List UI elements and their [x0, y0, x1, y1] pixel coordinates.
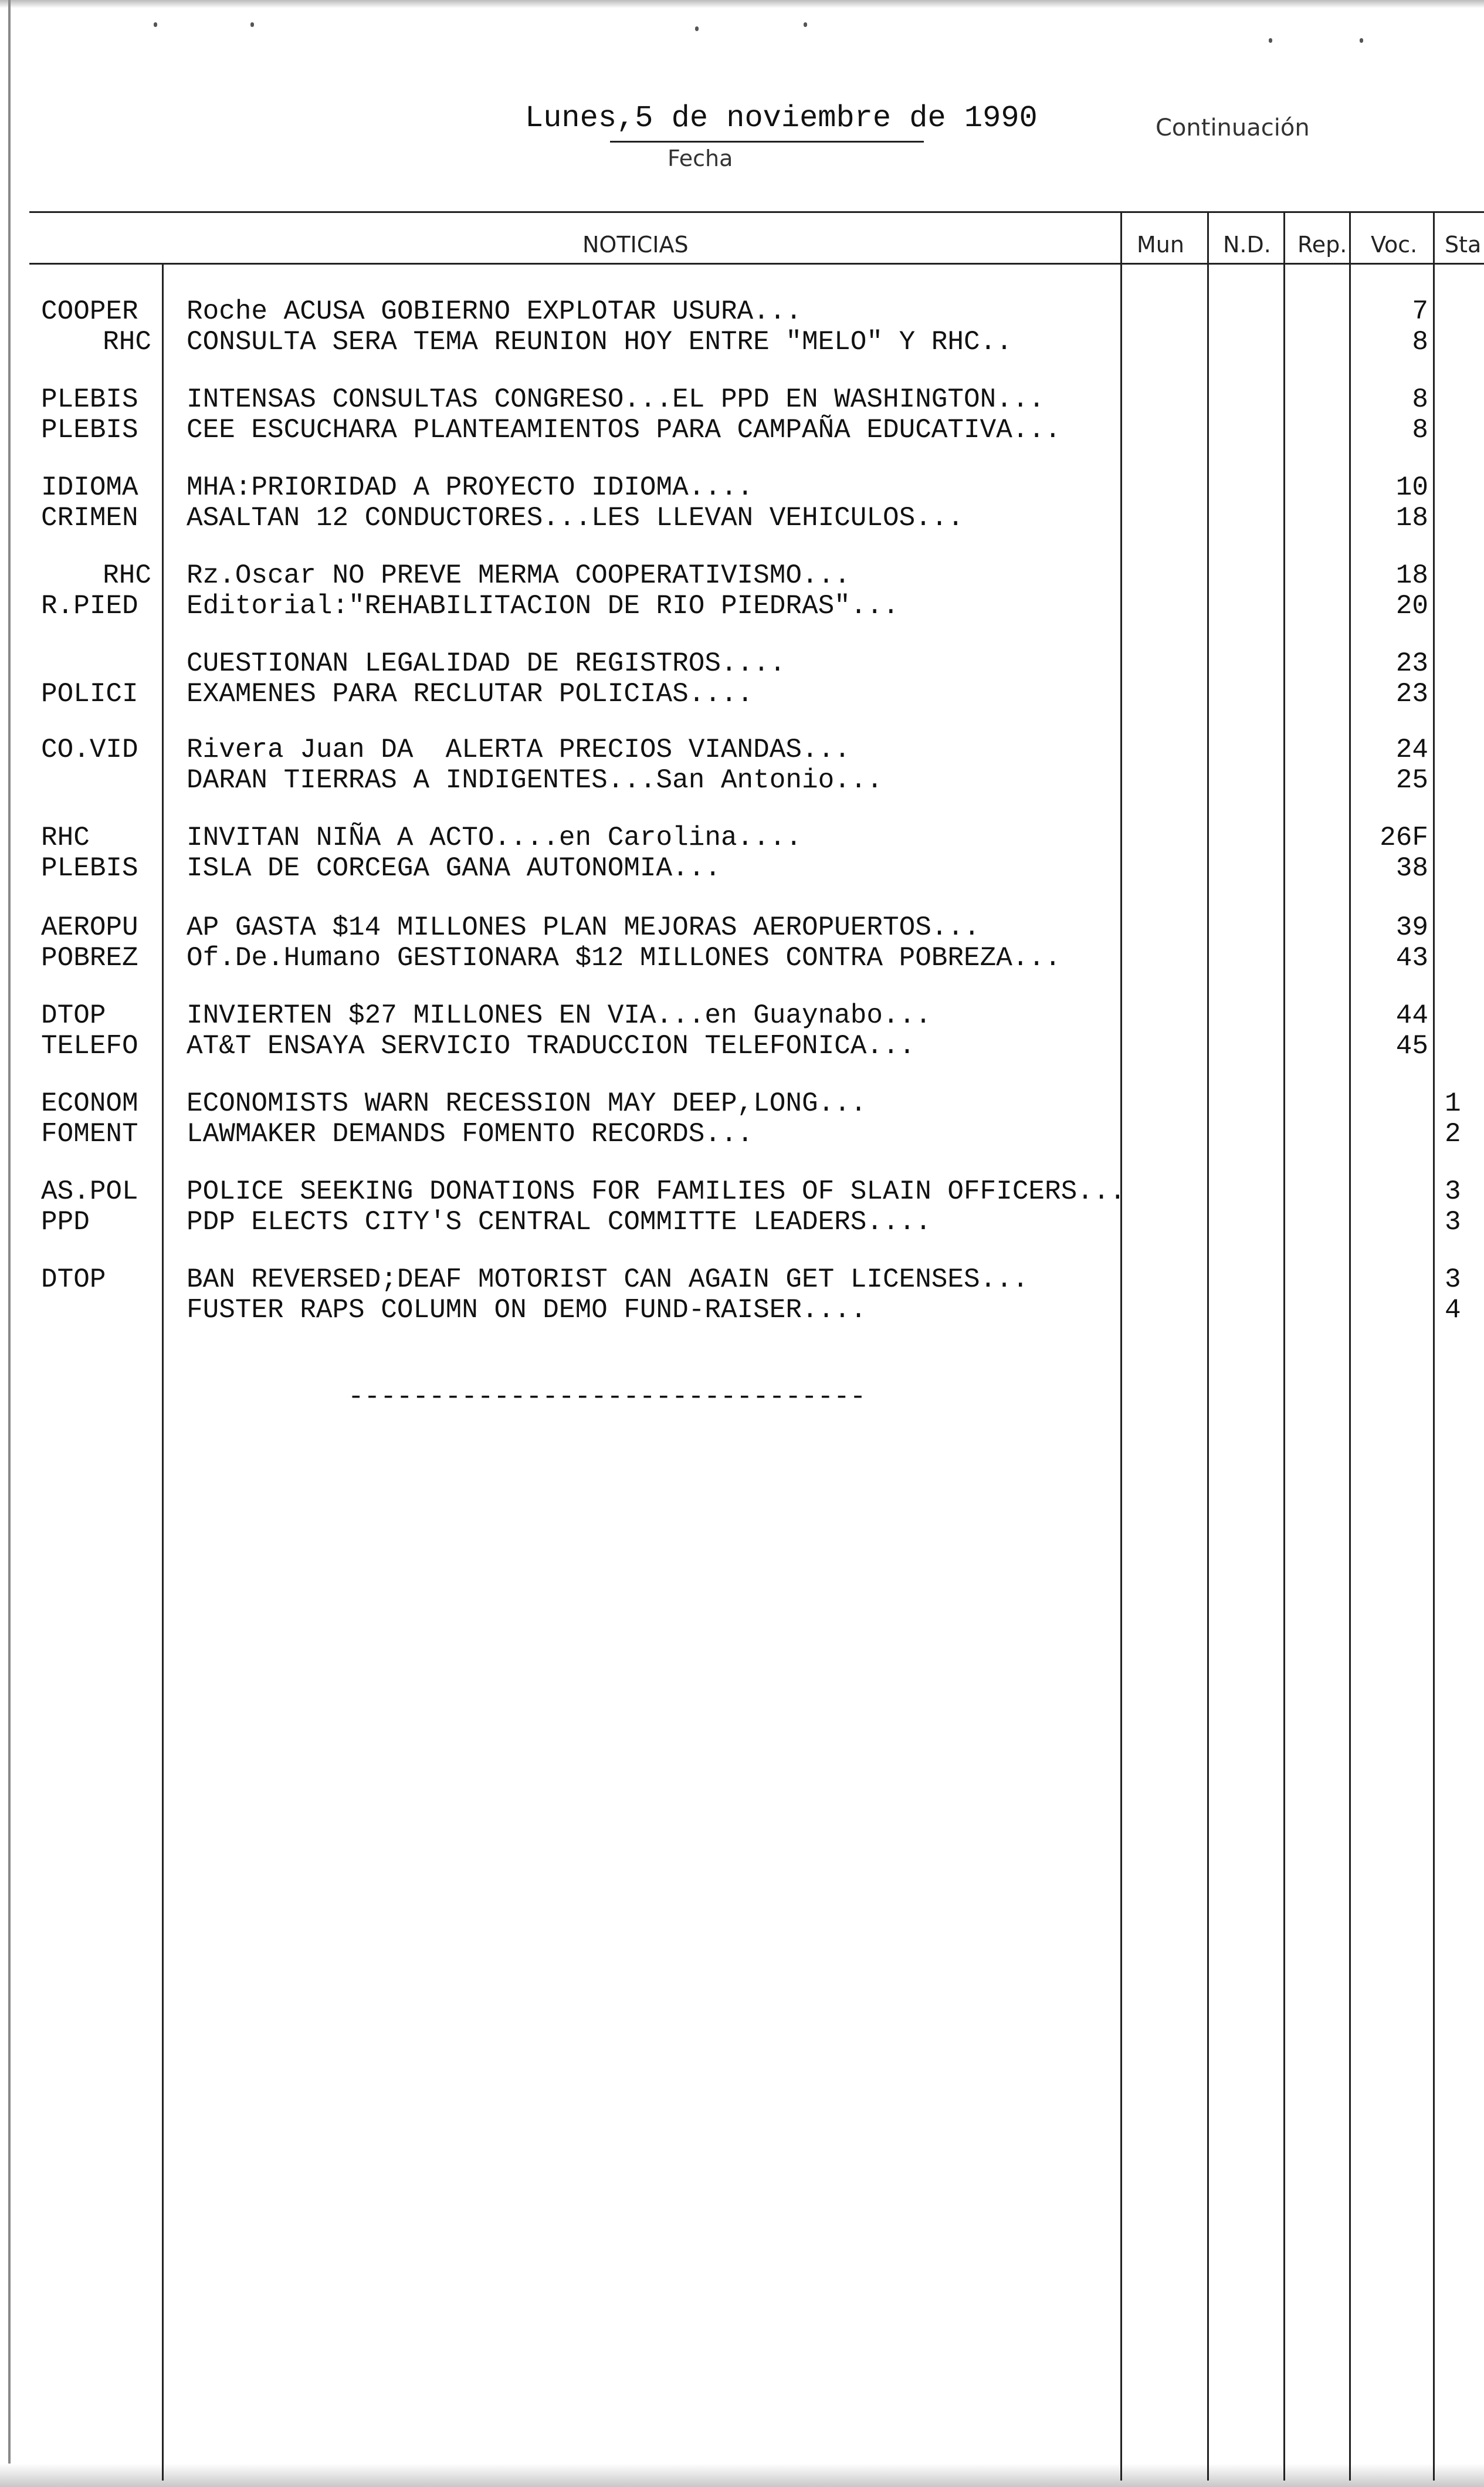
continuation-label: Continuación — [1156, 114, 1310, 141]
scan-speck — [1360, 38, 1363, 43]
row-voc-page: 8 — [1412, 415, 1428, 445]
row-voc-page: 25 — [1395, 765, 1428, 796]
row-headline: AP GASTA $14 MILLONES PLAN MEJORAS AEROPUERTOS... — [187, 912, 980, 943]
news-row — [0, 384, 1484, 415]
scan-left-edge — [8, 0, 11, 2487]
voc-column-divider — [1433, 211, 1435, 2481]
row-category-tag: ECONOM — [41, 1088, 138, 1119]
row-headline: CUESTIONAN LEGALIDAD DE REGISTROS.... — [187, 648, 786, 679]
row-category-tag: RHC — [41, 823, 90, 853]
scan-speck — [250, 22, 254, 27]
row-voc-page: 20 — [1395, 591, 1428, 621]
row-headline: POLICE SEEKING DONATIONS FOR FAMILIES OF SLAIN OFFICERS... — [187, 1176, 1126, 1207]
column-header-voc: Voc. — [1371, 232, 1418, 258]
row-sta-page: 3 — [1445, 1207, 1461, 1237]
row-category-tag: POLICI — [41, 679, 138, 709]
column-header-mun: Mun — [1137, 232, 1184, 258]
row-voc-page: 8 — [1412, 384, 1428, 415]
row-category-tag: DTOP — [41, 1000, 106, 1031]
news-row — [0, 735, 1484, 765]
row-headline: ASALTAN 12 CONDUCTORES...LES LLEVAN VEHICULOS... — [187, 503, 964, 533]
row-category-tag: CO.VID — [41, 735, 138, 765]
row-voc-page: 39 — [1395, 912, 1428, 943]
row-voc-page: 8 — [1412, 327, 1428, 357]
row-voc-page: 10 — [1395, 472, 1428, 503]
row-headline: Rz.Oscar NO PREVE MERMA COOPERATIVISMO... — [187, 560, 851, 591]
row-voc-page: 43 — [1395, 943, 1428, 973]
news-row — [0, 560, 1484, 591]
row-headline: Roche ACUSA GOBIERNO EXPLOTAR USURA... — [187, 296, 802, 327]
news-row — [0, 648, 1484, 679]
row-sta-page: 4 — [1445, 1295, 1461, 1325]
row-headline: DARAN TIERRAS A INDIGENTES...San Antonio... — [187, 765, 883, 796]
row-category-tag: PPD — [41, 1207, 90, 1237]
scan-bottom-edge — [0, 2464, 1484, 2487]
row-sta-page: 1 — [1445, 1088, 1461, 1119]
row-headline: ISLA DE CORCEGA GANA AUTONOMIA... — [187, 853, 721, 884]
row-headline: CONSULTA SERA TEMA REUNION HOY ENTRE "MELO" Y RHC.. — [187, 327, 1012, 357]
row-sta-page: 2 — [1445, 1119, 1461, 1149]
scan-speck — [1269, 38, 1272, 43]
scan-speck — [695, 26, 699, 31]
row-headline: BAN REVERSED;DEAF MOTORIST CAN AGAIN GET LICENSES... — [187, 1264, 1029, 1295]
news-row — [0, 853, 1484, 884]
column-header-rep: Rep. — [1297, 232, 1347, 258]
news-row — [0, 1119, 1484, 1149]
date-caption: Fecha — [668, 146, 733, 171]
row-category-tag: RHC — [103, 327, 151, 357]
row-category-tag: POBREZ — [41, 943, 138, 973]
scan-speck — [804, 22, 807, 27]
row-category-tag: AEROPU — [41, 912, 138, 943]
news-row — [0, 1295, 1484, 1325]
news-row — [0, 1264, 1484, 1295]
news-row — [0, 823, 1484, 853]
news-row — [0, 1088, 1484, 1119]
news-row — [0, 591, 1484, 621]
news-row — [0, 296, 1484, 327]
scan-top-edge — [0, 0, 1484, 8]
row-voc-page: 18 — [1395, 560, 1428, 591]
row-headline: PDP ELECTS CITY'S CENTRAL COMMITTE LEADERS.... — [187, 1207, 931, 1237]
row-voc-page: 18 — [1395, 503, 1428, 533]
row-category-tag: FOMENT — [41, 1119, 138, 1149]
news-row — [0, 1031, 1484, 1061]
news-row — [0, 912, 1484, 943]
row-headline: Of.De.Humano GESTIONARA $12 MILLONES CONTRA POBREZA... — [187, 943, 1061, 973]
report-date: Lunes,5 de noviembre de 1990 — [525, 101, 1038, 136]
row-category-tag: R.PIED — [41, 591, 138, 621]
row-category-tag: TELEFO — [41, 1031, 138, 1061]
row-headline: MHA:PRIORIDAD A PROYECTO IDIOMA.... — [187, 472, 754, 503]
mun-column-divider — [1207, 211, 1209, 2481]
row-category-tag: IDIOMA — [41, 472, 138, 503]
row-headline: EXAMENES PARA RECLUTAR POLICIAS.... — [187, 679, 754, 709]
row-voc-page: 26F — [1380, 823, 1428, 853]
nd-column-divider — [1283, 211, 1285, 2481]
row-headline: LAWMAKER DEMANDS FOMENTO RECORDS... — [187, 1119, 754, 1149]
row-headline: INVITAN NIÑA A ACTO....en Carolina.... — [187, 823, 802, 853]
row-sta-page: 3 — [1445, 1176, 1461, 1207]
row-headline: FUSTER RAPS COLUMN ON DEMO FUND-RAISER.... — [187, 1295, 867, 1325]
news-row — [0, 415, 1484, 445]
news-row — [0, 943, 1484, 973]
news-row — [0, 472, 1484, 503]
row-headline: Rivera Juan DA ALERTA PRECIOS VIANDAS... — [187, 735, 851, 765]
row-category-tag: RHC — [103, 560, 151, 591]
row-category-tag: PLEBIS — [41, 853, 138, 884]
row-voc-page: 23 — [1395, 679, 1428, 709]
row-voc-page: 24 — [1395, 735, 1428, 765]
row-headline: CEE ESCUCHARA PLANTEAMIENTOS PARA CAMPAÑA EDUCATIVA... — [187, 415, 1061, 445]
news-row — [0, 503, 1484, 533]
news-row — [0, 1176, 1484, 1207]
header-top-rule — [29, 211, 1484, 213]
news-row — [0, 327, 1484, 357]
news-row — [0, 1207, 1484, 1237]
header-bottom-rule — [29, 263, 1484, 265]
end-of-list-dashes: -------------------------------- — [348, 1382, 866, 1412]
row-voc-page: 38 — [1395, 853, 1428, 884]
row-voc-page: 45 — [1395, 1031, 1428, 1061]
row-headline: ECONOMISTS WARN RECESSION MAY DEEP,LONG... — [187, 1088, 867, 1119]
rep-column-divider — [1349, 211, 1351, 2481]
row-category-tag: CRIMEN — [41, 503, 138, 533]
news-row — [0, 765, 1484, 796]
noticias-column-divider — [1120, 211, 1122, 2481]
row-headline: AT&T ENSAYA SERVICIO TRADUCCION TELEFONICA... — [187, 1031, 916, 1061]
row-category-tag: AS.POL — [41, 1176, 138, 1207]
column-header-noticias: NOTICIAS — [582, 232, 689, 258]
row-voc-page: 44 — [1395, 1000, 1428, 1031]
date-underline — [610, 141, 924, 143]
row-sta-page: 3 — [1445, 1264, 1461, 1295]
row-category-tag: COOPER — [41, 296, 138, 327]
row-voc-page: 23 — [1395, 648, 1428, 679]
row-category-tag: DTOP — [41, 1264, 106, 1295]
column-header-nd: N.D. — [1223, 232, 1271, 258]
row-headline: INVIERTEN $27 MILLONES EN VIA...en Guaynabo... — [187, 1000, 931, 1031]
news-row — [0, 1000, 1484, 1031]
news-row — [0, 679, 1484, 709]
row-category-tag: PLEBIS — [41, 415, 138, 445]
column-header-sta: Sta — [1445, 232, 1482, 258]
row-voc-page: 7 — [1412, 296, 1428, 327]
row-headline: INTENSAS CONSULTAS CONGRESO...EL PPD EN WASHINGTON... — [187, 384, 1045, 415]
scan-speck — [154, 22, 157, 27]
row-category-tag: PLEBIS — [41, 384, 138, 415]
row-headline: Editorial:"REHABILITACION DE RIO PIEDRAS"... — [187, 591, 899, 621]
